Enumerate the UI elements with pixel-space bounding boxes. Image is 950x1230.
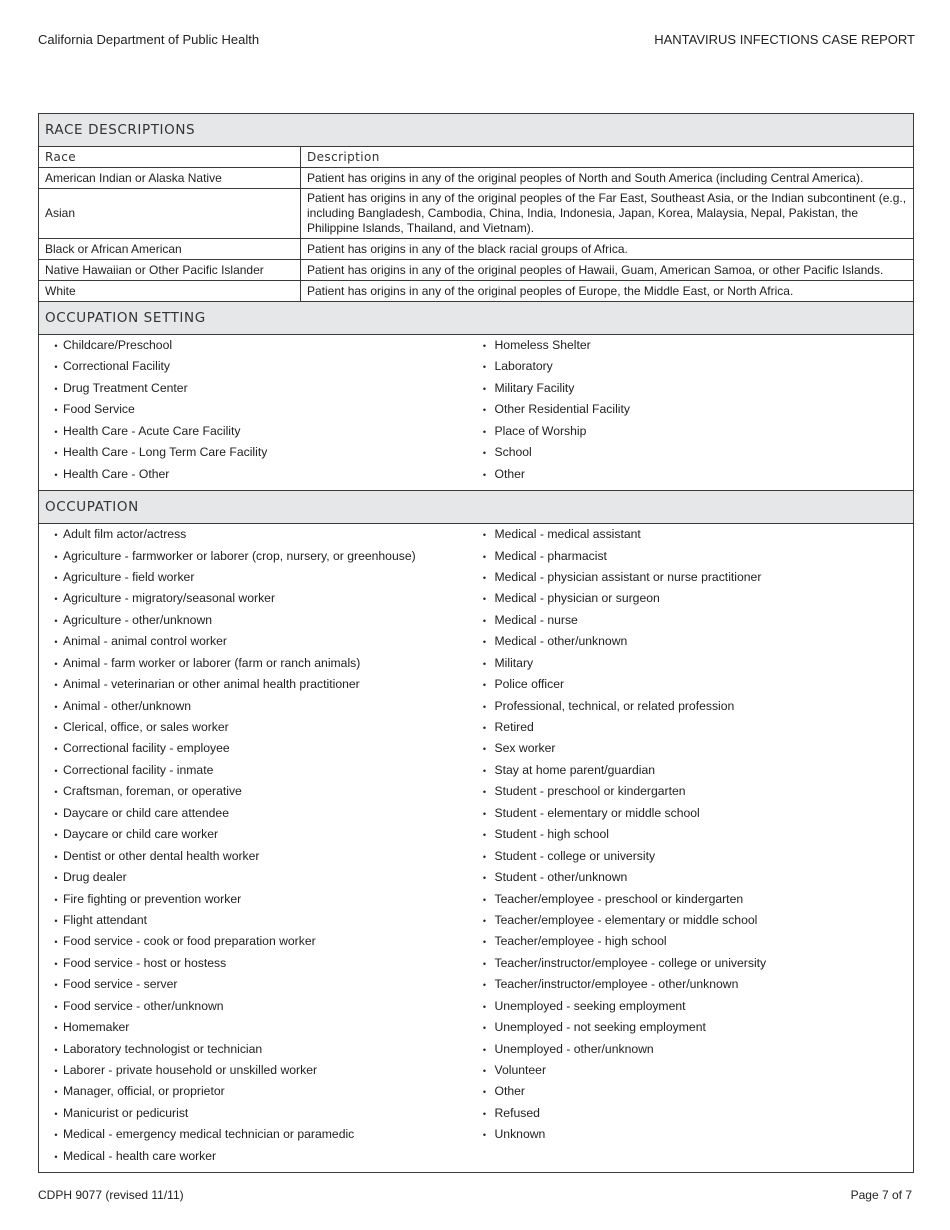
bullet-icon: •: [54, 894, 58, 905]
list-item-label: Food service - host or hostess: [63, 955, 227, 970]
occupation-setting-lists: [39, 335, 913, 491]
bullet-icon: •: [482, 958, 487, 969]
list-item: [39, 338, 475, 359]
bullet-icon: •: [54, 765, 58, 776]
list-item-label: Craftsman, foreman, or operative: [63, 784, 242, 799]
list-item-label: Daycare or child care attendee: [63, 805, 229, 820]
list-item-label: Drug Treatment Center: [63, 380, 188, 395]
list-item-label: Medical - physician assistant or nurse practitioner: [494, 569, 762, 584]
list-item-label: Stay at home parent/guardian: [494, 762, 656, 777]
list-item: [39, 591, 475, 612]
list-item: [39, 613, 475, 634]
list-item-label: Homemaker: [63, 1020, 130, 1035]
list-item-label: Student - preschool or kindergarten: [494, 784, 686, 799]
list-item: [39, 827, 475, 848]
list-item: [478, 977, 914, 998]
bullet-icon: •: [482, 1066, 487, 1076]
list-item: [39, 720, 475, 741]
list-item-label: Health Care - Long Term Care Facility: [63, 445, 268, 460]
list-item-label: Military Facility: [494, 380, 575, 395]
list-item: [478, 1084, 914, 1105]
description-cell: Patient has origins in any of the original peoples of Europe, the Middle East, or North Africa.: [301, 281, 914, 302]
bullet-icon: •: [482, 362, 487, 373]
bullet-icon: •: [54, 680, 58, 691]
list-item-label: Correctional facility - employee: [63, 741, 230, 756]
race-column-header: Race: [39, 147, 301, 168]
list-item: [478, 402, 914, 423]
description-cell: Patient has origins in any of the original peoples of the Far East, Southeast Asia, or the Indian subcontinent (e.g., including Bangladesh, Cambodia, China, India, Indonesia, Japan, Korea, Malaysia, Nepal, Pakistan, the Philippine Islands, Thailand, and Vietnam).: [301, 189, 914, 239]
list-item: [478, 1106, 914, 1127]
list-item-label: Correctional Facility: [63, 359, 171, 374]
list-item-label: Animal - other/unknown: [63, 698, 192, 713]
table-row: [39, 168, 913, 189]
list-item: [478, 999, 914, 1020]
bullet-icon: •: [54, 1023, 58, 1034]
list-item: [478, 763, 914, 784]
list-item-label: Health Care - Other: [63, 466, 170, 481]
bullet-icon: •: [482, 937, 487, 948]
bullet-icon: •: [54, 873, 58, 884]
list-item-label: Other: [494, 1084, 525, 1099]
list-item-label: Animal - animal control worker: [63, 634, 227, 649]
table-row: [39, 281, 913, 302]
list-item: [478, 527, 914, 548]
bullet-icon: •: [54, 1066, 58, 1076]
list-item: [39, 699, 475, 720]
occupation-title: OCCUPATION: [39, 491, 913, 524]
list-item: [39, 402, 475, 423]
bullet-icon: •: [482, 572, 487, 583]
list-item: [478, 467, 914, 488]
list-item: [39, 913, 475, 934]
agency-name: California Department of Public Health: [38, 32, 260, 47]
list-item: [39, 1020, 475, 1041]
list-item-label: Laboratory technologist or technician: [63, 1041, 263, 1056]
list-item: [478, 549, 914, 570]
bullet-icon: •: [54, 362, 58, 373]
list-item: [478, 1042, 914, 1063]
bullet-icon: •: [54, 787, 58, 798]
bullet-icon: •: [482, 383, 487, 394]
bullet-icon: •: [54, 1044, 58, 1055]
list-item: [478, 656, 914, 677]
bullet-icon: •: [482, 530, 487, 541]
race-table: [39, 147, 913, 302]
list-item-label: Agriculture - other/unknown: [63, 612, 213, 627]
bullet-icon: •: [54, 530, 58, 541]
list-item: [39, 445, 475, 466]
list-item: [478, 849, 914, 870]
bullet-icon: •: [482, 894, 487, 905]
bullet-icon: •: [54, 915, 58, 926]
list-item-label: Teacher/instructor/employee - college or university: [494, 955, 767, 970]
list-item-label: Unemployed - not seeking employment: [494, 1020, 706, 1035]
race-cell: Asian: [39, 189, 301, 239]
bullet-icon: •: [482, 1108, 487, 1119]
list-item-label: Flight attendant: [63, 912, 148, 927]
list-item: [39, 656, 475, 677]
bullet-icon: •: [54, 341, 58, 351]
bullet-icon: •: [54, 744, 58, 755]
list-item: [478, 359, 914, 380]
bullet-icon: •: [482, 873, 487, 884]
list-item-label: Health Care - Acute Care Facility: [63, 423, 241, 438]
list-item: [39, 1084, 475, 1105]
bullet-icon: •: [482, 1023, 487, 1034]
bullet-icon: •: [482, 765, 487, 776]
form-id: CDPH 9077 (revised 11/11): [38, 1188, 184, 1202]
bullet-icon: •: [482, 405, 487, 416]
bullet-icon: •: [54, 1001, 58, 1012]
bullet-icon: •: [482, 1130, 487, 1141]
bullet-icon: •: [54, 1130, 58, 1141]
bullet-icon: •: [54, 1151, 58, 1162]
list-item: [39, 381, 475, 402]
race-cell: Black or African American: [39, 239, 301, 260]
list-item-label: Food service - server: [63, 977, 178, 992]
list-item: [39, 977, 475, 998]
table-row: [39, 239, 913, 260]
list-item: [478, 934, 914, 955]
bullet-icon: •: [482, 615, 487, 626]
race-cell: Native Hawaiian or Other Pacific Islander: [39, 260, 301, 281]
list-item: [39, 784, 475, 805]
list-item-label: Military: [494, 655, 534, 670]
list-item: [39, 634, 475, 655]
list-item: [39, 359, 475, 380]
list-item: [478, 720, 914, 741]
list-item-label: Teacher/instructor/employee - other/unknown: [494, 977, 739, 992]
list-item-label: Professional, technical, or related profession: [494, 698, 735, 713]
bullet-icon: •: [54, 383, 58, 394]
page-number: Page 7 of 7: [850, 1188, 912, 1202]
occupation-left-list: [39, 524, 475, 1172]
list-item: [478, 677, 914, 698]
list-item: [39, 1042, 475, 1063]
list-item-label: Medical - physician or surgeon: [494, 591, 660, 606]
list-item-label: Adult film actor/actress: [63, 527, 187, 542]
list-item: [478, 424, 914, 445]
list-item: [478, 381, 914, 402]
bullet-icon: •: [482, 1001, 487, 1012]
bullet-icon: •: [482, 830, 487, 841]
list-item-label: Volunteer: [494, 1063, 546, 1077]
list-item-label: Other: [494, 466, 525, 481]
reference-form: [38, 113, 914, 1173]
list-item-label: Unknown: [494, 1127, 546, 1142]
list-item-label: Unemployed - seeking employment: [494, 998, 686, 1013]
bullet-icon: •: [54, 572, 58, 583]
list-item-label: Childcare/Preschool: [63, 338, 173, 352]
list-item-label: Teacher/employee - preschool or kindergarten: [494, 891, 744, 906]
bullet-icon: •: [482, 1087, 487, 1098]
list-item-label: Agriculture - field worker: [63, 569, 195, 584]
list-item-label: Laboratory: [494, 359, 553, 374]
list-item-label: Animal - farm worker or laborer (farm or ranch animals): [63, 655, 361, 670]
bullet-icon: •: [482, 426, 487, 437]
list-item: [478, 570, 914, 591]
bullet-icon: •: [54, 980, 58, 991]
list-item-label: School: [494, 445, 532, 460]
bullet-icon: •: [54, 851, 58, 862]
bullet-icon: •: [482, 658, 487, 669]
occupation-setting-right-list: [475, 335, 914, 490]
list-item-label: Fire fighting or prevention worker: [63, 891, 242, 906]
list-item-label: Medical - nurse: [494, 612, 578, 627]
bullet-icon: •: [482, 980, 487, 991]
bullet-icon: •: [482, 1044, 487, 1055]
list-item-label: Student - elementary or middle school: [494, 805, 700, 820]
list-item: [39, 870, 475, 891]
bullet-icon: •: [482, 448, 487, 459]
list-item: [478, 613, 914, 634]
table-row: [39, 260, 913, 281]
list-item-label: Food Service: [63, 402, 135, 417]
bullet-icon: •: [54, 637, 58, 648]
bullet-icon: •: [482, 808, 487, 819]
list-item-label: Food service - cook or food preparation worker: [63, 934, 316, 949]
list-item: [39, 849, 475, 870]
list-item: [478, 1063, 914, 1084]
bullet-icon: •: [54, 469, 58, 480]
bullet-icon: •: [54, 448, 58, 459]
list-item-label: Manicurist or pedicurist: [63, 1105, 189, 1120]
bullet-icon: •: [482, 469, 487, 480]
bullet-icon: •: [482, 341, 487, 351]
list-item: [478, 806, 914, 827]
list-item: [39, 956, 475, 977]
list-item-label: Refused: [494, 1105, 540, 1120]
bullet-icon: •: [54, 1108, 58, 1119]
list-item-label: Medical - pharmacist: [494, 548, 607, 563]
list-item: [478, 445, 914, 466]
list-item-label: Food service - other/unknown: [63, 998, 224, 1013]
list-item: [39, 549, 475, 570]
bullet-icon: •: [482, 851, 487, 862]
list-item-label: Retired: [494, 720, 534, 734]
list-item-label: Student - college or university: [494, 848, 656, 863]
list-item: [39, 424, 475, 445]
description-cell: Patient has origins in any of the black racial groups of Africa.: [301, 239, 914, 260]
list-item: [39, 934, 475, 955]
bullet-icon: •: [482, 680, 487, 691]
list-item: [478, 1127, 914, 1148]
list-item-label: Sex worker: [494, 741, 556, 756]
list-item: [39, 741, 475, 762]
list-item: [478, 784, 914, 805]
list-item-label: Homeless Shelter: [494, 338, 591, 352]
bullet-icon: •: [54, 426, 58, 437]
list-item: [39, 806, 475, 827]
list-item-label: Agriculture - farmworker or laborer (crop, nursery, or greenhouse): [63, 548, 416, 563]
list-item-label: Place of Worship: [494, 423, 587, 438]
list-item: [478, 741, 914, 762]
bullet-icon: •: [482, 915, 487, 926]
list-item: [39, 570, 475, 591]
bullet-icon: •: [482, 723, 487, 733]
list-item-label: Correctional facility - inmate: [63, 762, 214, 777]
list-item: [478, 1020, 914, 1041]
bullet-icon: •: [54, 615, 58, 626]
list-item-label: Other Residential Facility: [494, 402, 630, 417]
list-item: [478, 591, 914, 612]
bullet-icon: •: [54, 658, 58, 669]
bullet-icon: •: [482, 551, 487, 562]
report-title: HANTAVIRUS INFECTIONS CASE REPORT: [654, 32, 915, 47]
occupation-setting-title: OCCUPATION SETTING: [39, 302, 913, 335]
bullet-icon: •: [482, 701, 487, 712]
bullet-icon: •: [54, 405, 58, 416]
list-item: [39, 1106, 475, 1127]
list-item-label: Teacher/employee - high school: [494, 934, 667, 949]
list-item-label: Unemployed - other/unknown: [494, 1041, 654, 1056]
list-item-label: Laborer - private household or unskilled worker: [63, 1063, 318, 1077]
bullet-icon: •: [54, 808, 58, 819]
list-item: [478, 913, 914, 934]
list-item-label: Medical - other/unknown: [494, 634, 628, 649]
bullet-icon: •: [482, 787, 487, 798]
list-item: [478, 634, 914, 655]
occupation-right-list: [475, 524, 914, 1172]
list-item: [478, 699, 914, 720]
bullet-icon: •: [54, 830, 58, 841]
list-item: [39, 467, 475, 488]
occupation-lists: [39, 524, 913, 1172]
bullet-icon: •: [54, 1087, 58, 1098]
bullet-icon: •: [54, 958, 58, 969]
list-item-label: Drug dealer: [63, 870, 127, 885]
table-row: [39, 189, 913, 239]
list-item: [478, 892, 914, 913]
bullet-icon: •: [54, 937, 58, 948]
race-descriptions-title: RACE DESCRIPTIONS: [39, 114, 913, 147]
bullet-icon: •: [54, 723, 58, 733]
list-item: [39, 527, 475, 548]
list-item: [478, 338, 914, 359]
description-column-header: Description: [301, 147, 914, 168]
list-item: [478, 827, 914, 848]
bullet-icon: •: [482, 637, 487, 648]
list-item-label: Daycare or child care worker: [63, 827, 219, 842]
list-item-label: Student - other/unknown: [494, 870, 628, 885]
list-item-label: Police officer: [494, 677, 565, 692]
race-cell: American Indian or Alaska Native: [39, 168, 301, 189]
list-item: [39, 999, 475, 1020]
list-item-label: Dentist or other dental health worker: [63, 848, 260, 863]
list-item-label: Animal - veterinarian or other animal health practitioner: [63, 677, 360, 692]
list-item-label: Teacher/employee - elementary or middle school: [494, 912, 758, 927]
bullet-icon: •: [54, 551, 58, 562]
bullet-icon: •: [482, 594, 487, 605]
list-item-label: Medical - medical assistant: [494, 527, 641, 542]
list-item-label: Clerical, office, or sales worker: [63, 720, 229, 734]
list-item-label: Student - high school: [494, 827, 610, 842]
list-item-label: Agriculture - migratory/seasonal worker: [63, 591, 276, 606]
list-item-label: Manager, official, or proprietor: [63, 1084, 225, 1099]
bullet-icon: •: [482, 744, 487, 755]
list-item: [39, 1127, 475, 1148]
list-item: [39, 1063, 475, 1084]
description-cell: Patient has origins in any of the original peoples of North and South America (including Central America).: [301, 168, 914, 189]
list-item: [39, 677, 475, 698]
list-item: [478, 956, 914, 977]
occupation-setting-left-list: [39, 335, 475, 490]
list-item: [39, 763, 475, 784]
list-item: [478, 870, 914, 891]
description-cell: Patient has origins in any of the original peoples of Hawaii, Guam, American Samoa, or other Pacific Islands.: [301, 260, 914, 281]
list-item-label: Medical - health care worker: [63, 1148, 217, 1163]
list-item: [39, 1149, 475, 1170]
list-item-label: Medical - emergency medical technician or paramedic: [63, 1127, 355, 1142]
bullet-icon: •: [54, 701, 58, 712]
race-cell: White: [39, 281, 301, 302]
bullet-icon: •: [54, 594, 58, 605]
race-table-header: [39, 147, 913, 168]
list-item: [39, 892, 475, 913]
